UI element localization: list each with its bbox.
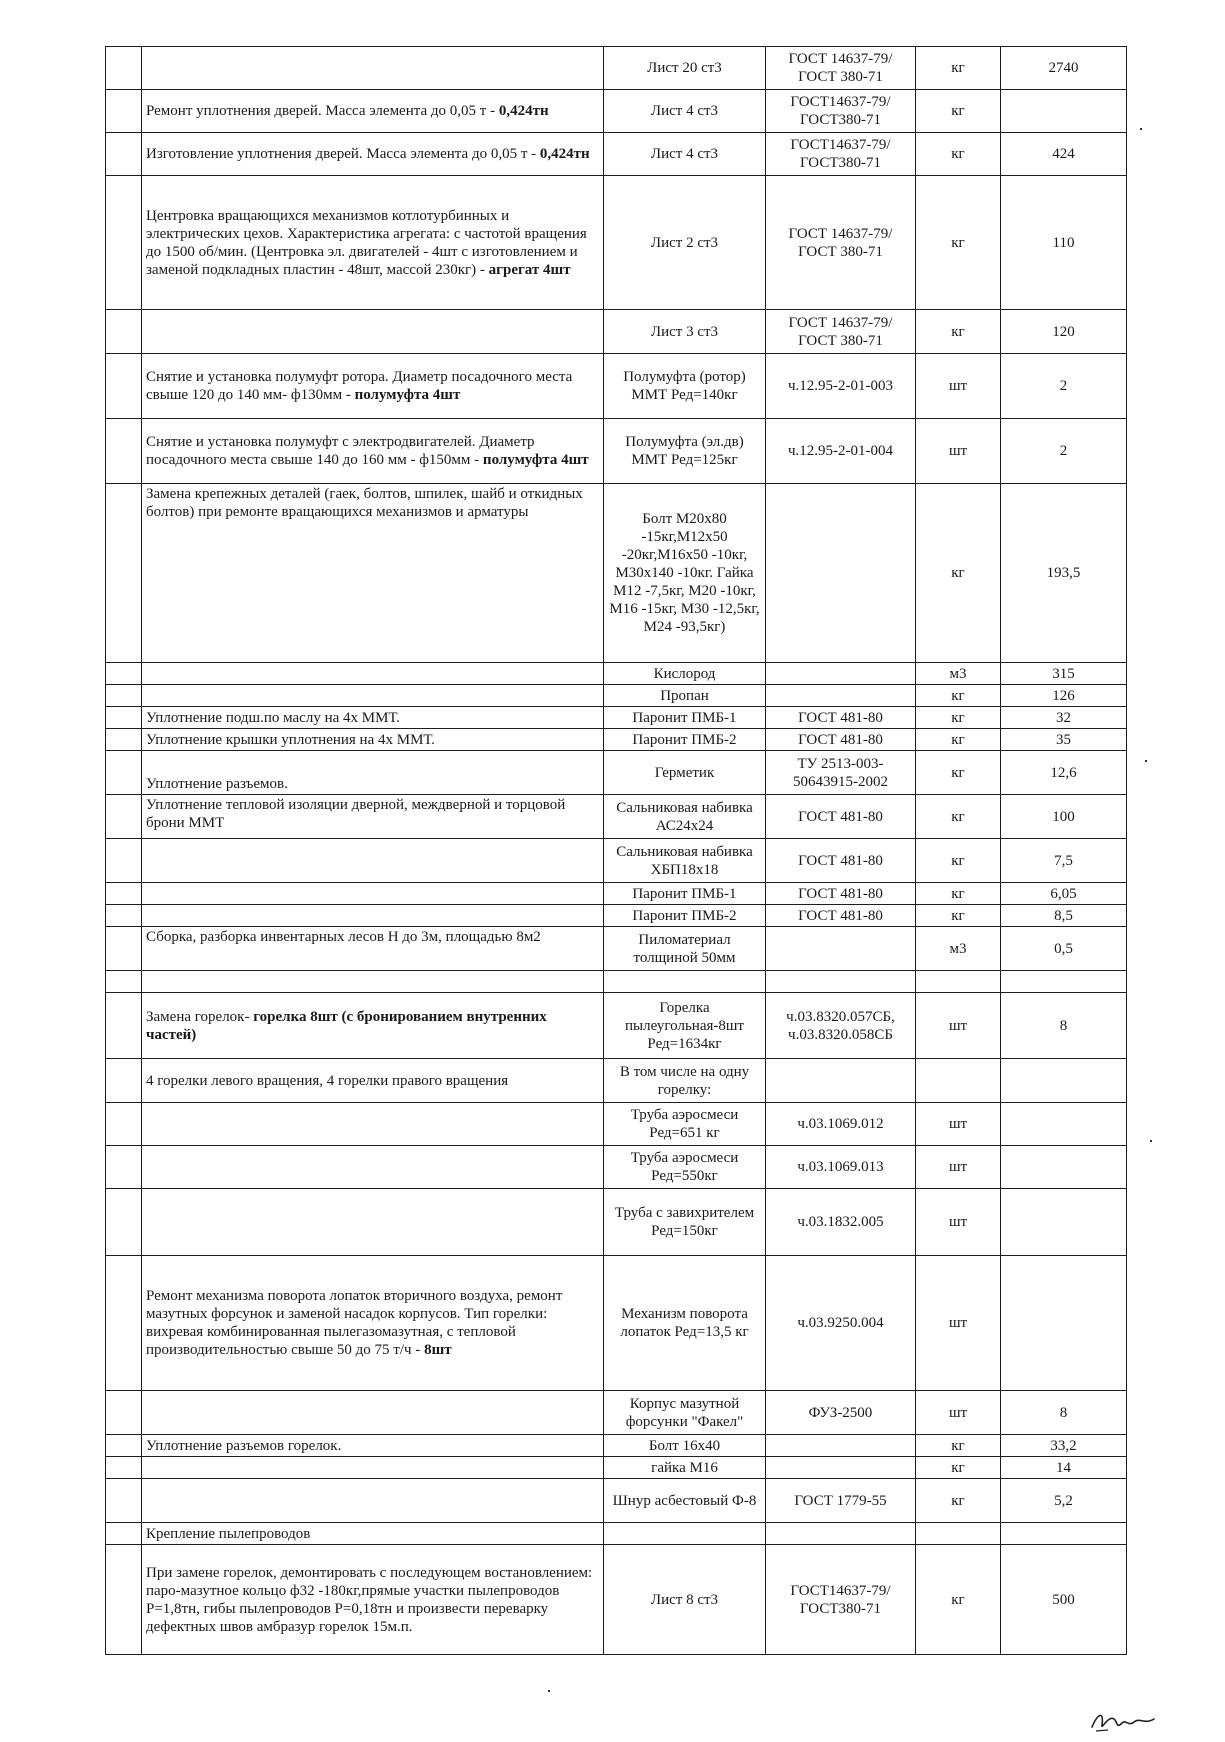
table-row: [106, 1545, 1127, 1655]
unit-cell: [916, 1523, 1001, 1545]
table-row: [106, 310, 1127, 354]
unit-cell: кг: [916, 707, 1001, 729]
work-description-cell: [142, 1103, 604, 1146]
material-cell: Лист 8 ст3: [604, 1545, 766, 1655]
scan-speck: [1140, 128, 1142, 130]
table-row: [106, 927, 1127, 971]
quantity-cell: [1001, 90, 1127, 133]
standard-cell: [766, 971, 916, 993]
scan-speck: [548, 1690, 550, 1692]
unit-cell: шт: [916, 354, 1001, 419]
quantity-cell: 2740: [1001, 47, 1127, 90]
work-description-cell: Центровка вращающихся механизмов котлотурбинных и электрических цехов. Характеристика агрегата: с частотой вращения до 1500 об/мин. (Центровка эл. двигателей - 4шт с изготовлением и заменой подкладных пластин - 48шт, массой 230кг) - агрегат 4шт: [142, 176, 604, 310]
standard-cell: ГОСТ 481-80: [766, 795, 916, 839]
table-row: [106, 883, 1127, 905]
work-description-cell: Уплотнение крышки уплотнения на 4х ММТ.: [142, 729, 604, 751]
standard-cell: ч.03.9250.004: [766, 1256, 916, 1391]
table-row: [106, 1189, 1127, 1256]
material-cell: Болт 16х40: [604, 1435, 766, 1457]
standard-cell: ГОСТ 481-80: [766, 707, 916, 729]
row-number-cell: [106, 176, 142, 310]
work-description-cell: Уплотнение разъемов горелок.: [142, 1435, 604, 1457]
unit-cell: кг: [916, 1457, 1001, 1479]
work-description-cell: При замене горелок, демонтировать с последующем востановлением: паро-мазутное кольцо ф32 -180кг,прямые участки пылепроводов Р=1,8тн, гибы пылепроводов Р=0,18тн и произвести переварку дефектных швов амбразур горелок 15м.п.: [142, 1545, 604, 1655]
table-row: [106, 1457, 1127, 1479]
work-description-cell: Замена горелок- горелка 8шт (с бронированием внутренних частей): [142, 993, 604, 1059]
unit-cell: кг: [916, 47, 1001, 90]
standard-cell: [766, 1523, 916, 1545]
quantity-cell: [1001, 971, 1127, 993]
standard-cell: ГОСТ14637-79/ГОСТ380-71: [766, 1545, 916, 1655]
row-number-cell: [106, 1457, 142, 1479]
quantity-cell: [1001, 1103, 1127, 1146]
unit-cell: кг: [916, 90, 1001, 133]
unit-cell: шт: [916, 993, 1001, 1059]
material-cell: Пиломатериал толщиной 50мм: [604, 927, 766, 971]
scan-speck: [1150, 1140, 1152, 1142]
table-row: [106, 1146, 1127, 1189]
standard-cell: [766, 1457, 916, 1479]
standard-cell: [766, 663, 916, 685]
work-description-cell: [142, 839, 604, 883]
work-description-cell: [142, 685, 604, 707]
row-number-cell: [106, 1545, 142, 1655]
standard-cell: [766, 1059, 916, 1103]
work-description-cell: [142, 47, 604, 90]
work-description-cell: 4 горелки левого вращения, 4 горелки правого вращения: [142, 1059, 604, 1103]
quantity-cell: 12,6: [1001, 751, 1127, 795]
material-cell: Сальниковая набивка АС24х24: [604, 795, 766, 839]
work-description-cell: [142, 883, 604, 905]
work-description-cell: [142, 905, 604, 927]
work-description-cell: Уплотнение подш.по маслу на 4х ММТ.: [142, 707, 604, 729]
signature-mark: [1088, 1705, 1158, 1735]
scan-speck: [1145, 760, 1147, 762]
table-row: [106, 707, 1127, 729]
work-description-cell: [142, 1146, 604, 1189]
table-row: [106, 729, 1127, 751]
material-cell: Сальниковая набивка ХБП18х18: [604, 839, 766, 883]
unit-cell: м3: [916, 663, 1001, 685]
work-description-cell: [142, 310, 604, 354]
material-cell: Лист 4 ст3: [604, 133, 766, 176]
row-number-cell: [106, 993, 142, 1059]
material-cell: Паронит ПМБ-1: [604, 883, 766, 905]
quantity-cell: 424: [1001, 133, 1127, 176]
row-number-cell: [106, 1146, 142, 1189]
standard-cell: ГОСТ 14637-79/ГОСТ 380-71: [766, 310, 916, 354]
work-description-cell: Уплотнение разъемов.: [142, 751, 604, 795]
material-cell: Полумуфта (эл.дв) ММТ Ред=125кг: [604, 419, 766, 484]
standard-cell: ГОСТ 481-80: [766, 905, 916, 927]
unit-cell: кг: [916, 905, 1001, 927]
materials-table: [105, 46, 1127, 1655]
quantity-cell: [1001, 1256, 1127, 1391]
standard-cell: ГОСТ 481-80: [766, 729, 916, 751]
table-row: [106, 685, 1127, 707]
row-number-cell: [106, 729, 142, 751]
row-number-cell: [106, 839, 142, 883]
unit-cell: шт: [916, 1189, 1001, 1256]
material-cell: Паронит ПМБ-2: [604, 905, 766, 927]
row-number-cell: [106, 354, 142, 419]
table-row: [106, 1059, 1127, 1103]
unit-cell: шт: [916, 1103, 1001, 1146]
quantity-cell: 126: [1001, 685, 1127, 707]
quantity-cell: [1001, 1523, 1127, 1545]
table-row: [106, 971, 1127, 993]
unit-cell: кг: [916, 795, 1001, 839]
row-number-cell: [106, 1103, 142, 1146]
unit-cell: шт: [916, 1146, 1001, 1189]
material-cell: Паронит ПМБ-2: [604, 729, 766, 751]
material-cell: В том числе на одну горелку:: [604, 1059, 766, 1103]
work-description-cell: Снятие и установка полумуфт с электродвигателей. Диаметр посадочного места свыше 140 до 160 мм - ф150мм - полумуфта 4шт: [142, 419, 604, 484]
work-description-cell: Снятие и установка полумуфт ротора. Диаметр посадочного места свыше 120 до 140 мм- ф130мм - полумуфта 4шт: [142, 354, 604, 419]
row-number-cell: [106, 1189, 142, 1256]
unit-cell: кг: [916, 176, 1001, 310]
material-cell: Корпус мазутной форсунки "Факел": [604, 1391, 766, 1435]
row-number-cell: [106, 883, 142, 905]
work-description-cell: [142, 1457, 604, 1479]
work-description-cell: Ремонт уплотнения дверей. Масса элемента до 0,05 т - 0,424тн: [142, 90, 604, 133]
standard-cell: ТУ 2513-003-50643915-2002: [766, 751, 916, 795]
table-row: [106, 905, 1127, 927]
unit-cell: кг: [916, 1435, 1001, 1457]
material-cell: Лист 2 ст3: [604, 176, 766, 310]
unit-cell: кг: [916, 1545, 1001, 1655]
material-cell: Труба аэросмеси Ред=550кг: [604, 1146, 766, 1189]
row-number-cell: [106, 971, 142, 993]
material-cell: Болт М20х80 -15кг,М12х50 -20кг,М16х50 -10кг, М30х140 -10кг. Гайка М12 -7,5кг, М20 -10кг, М16 -15кг, М30 -12,5кг, М24 -93,5кг): [604, 484, 766, 663]
standard-cell: ГОСТ14637-79/ГОСТ380-71: [766, 133, 916, 176]
work-description-cell: Ремонт механизма поворота лопаток вторичного воздуха, ремонт мазутных форсунок и заменой насадок корпусов. Тип горелки: вихревая комбинированная пылегазомазутная, с тепловой производительностью свыше 50 до 75 т/ч - 8шт: [142, 1256, 604, 1391]
table-row: [106, 1435, 1127, 1457]
quantity-cell: [1001, 1189, 1127, 1256]
unit-cell: кг: [916, 729, 1001, 751]
quantity-cell: 32: [1001, 707, 1127, 729]
material-cell: Лист 3 ст3: [604, 310, 766, 354]
standard-cell: ГОСТ 1779-55: [766, 1479, 916, 1523]
unit-cell: кг: [916, 839, 1001, 883]
row-number-cell: [106, 1256, 142, 1391]
material-cell: Лист 4 ст3: [604, 90, 766, 133]
row-number-cell: [106, 1059, 142, 1103]
row-number-cell: [106, 90, 142, 133]
table-row: [106, 1103, 1127, 1146]
unit-cell: м3: [916, 927, 1001, 971]
material-cell: [604, 1523, 766, 1545]
material-cell: Лист 20 ст3: [604, 47, 766, 90]
table-row: [106, 47, 1127, 90]
row-number-cell: [106, 133, 142, 176]
standard-cell: ч.03.1832.005: [766, 1189, 916, 1256]
quantity-cell: 8: [1001, 993, 1127, 1059]
work-description-cell: Замена крепежных деталей (гаек, болтов, шпилек, шайб и откидных болтов) при ремонте вращающихся механизмов и арматуры: [142, 484, 604, 663]
table-row: [106, 993, 1127, 1059]
quantity-cell: 35: [1001, 729, 1127, 751]
table-row: [106, 795, 1127, 839]
material-cell: Механизм поворота лопаток Ред=13,5 кг: [604, 1256, 766, 1391]
quantity-cell: 7,5: [1001, 839, 1127, 883]
unit-cell: шт: [916, 1256, 1001, 1391]
standard-cell: ч.03.1069.012: [766, 1103, 916, 1146]
quantity-cell: 5,2: [1001, 1479, 1127, 1523]
work-description-cell: Изготовление уплотнения дверей. Масса элемента до 0,05 т - 0,424тн: [142, 133, 604, 176]
standard-cell: ФУЗ-2500: [766, 1391, 916, 1435]
standard-cell: [766, 484, 916, 663]
quantity-cell: 500: [1001, 1545, 1127, 1655]
work-description-cell: [142, 971, 604, 993]
table-row: [106, 484, 1127, 663]
row-number-cell: [106, 419, 142, 484]
quantity-cell: [1001, 1146, 1127, 1189]
quantity-cell: 315: [1001, 663, 1127, 685]
row-number-cell: [106, 1435, 142, 1457]
work-description-cell: [142, 1391, 604, 1435]
unit-cell: кг: [916, 1479, 1001, 1523]
row-number-cell: [106, 685, 142, 707]
material-cell: гайка М16: [604, 1457, 766, 1479]
material-cell: Пропан: [604, 685, 766, 707]
table-row: [106, 176, 1127, 310]
table-row: [106, 839, 1127, 883]
material-cell: Кислород: [604, 663, 766, 685]
unit-cell: кг: [916, 484, 1001, 663]
standard-cell: [766, 927, 916, 971]
quantity-cell: 2: [1001, 419, 1127, 484]
quantity-cell: 8: [1001, 1391, 1127, 1435]
quantity-cell: 2: [1001, 354, 1127, 419]
row-number-cell: [106, 707, 142, 729]
table-row: [106, 751, 1127, 795]
quantity-cell: 0,5: [1001, 927, 1127, 971]
unit-cell: [916, 1059, 1001, 1103]
row-number-cell: [106, 905, 142, 927]
work-description-cell: [142, 1479, 604, 1523]
quantity-cell: 6,05: [1001, 883, 1127, 905]
material-cell: Труба аэросмеси Ред=651 кг: [604, 1103, 766, 1146]
row-number-cell: [106, 795, 142, 839]
standard-cell: ГОСТ 481-80: [766, 839, 916, 883]
material-cell: Горелка пылеугольная-8шт Ред=1634кг: [604, 993, 766, 1059]
unit-cell: кг: [916, 133, 1001, 176]
row-number-cell: [106, 1391, 142, 1435]
quantity-cell: 110: [1001, 176, 1127, 310]
quantity-cell: 8,5: [1001, 905, 1127, 927]
material-cell: Полумуфта (ротор) ММТ Ред=140кг: [604, 354, 766, 419]
work-description-cell: Крепление пылепроводов: [142, 1523, 604, 1545]
unit-cell: кг: [916, 883, 1001, 905]
standard-cell: ч.03.1069.013: [766, 1146, 916, 1189]
table-row: [106, 1479, 1127, 1523]
table-row: [106, 354, 1127, 419]
quantity-cell: [1001, 1059, 1127, 1103]
work-description-cell: [142, 663, 604, 685]
table-row: [106, 90, 1127, 133]
unit-cell: кг: [916, 310, 1001, 354]
standard-cell: ГОСТ14637-79/ГОСТ380-71: [766, 90, 916, 133]
quantity-cell: 193,5: [1001, 484, 1127, 663]
row-number-cell: [106, 47, 142, 90]
unit-cell: [916, 971, 1001, 993]
unit-cell: кг: [916, 751, 1001, 795]
quantity-cell: 100: [1001, 795, 1127, 839]
quantity-cell: 120: [1001, 310, 1127, 354]
row-number-cell: [106, 310, 142, 354]
unit-cell: кг: [916, 685, 1001, 707]
row-number-cell: [106, 484, 142, 663]
material-cell: Шнур асбестовый Ф-8: [604, 1479, 766, 1523]
row-number-cell: [106, 927, 142, 971]
row-number-cell: [106, 751, 142, 795]
quantity-cell: 14: [1001, 1457, 1127, 1479]
standard-cell: [766, 685, 916, 707]
standard-cell: ч.03.8320.057СБ, ч.03.8320.058СБ: [766, 993, 916, 1059]
row-number-cell: [106, 663, 142, 685]
row-number-cell: [106, 1523, 142, 1545]
table-row: [106, 133, 1127, 176]
standard-cell: [766, 1435, 916, 1457]
standard-cell: ч.12.95-2-01-003: [766, 354, 916, 419]
table-row: [106, 1391, 1127, 1435]
standard-cell: ГОСТ 481-80: [766, 883, 916, 905]
table-row: [106, 1256, 1127, 1391]
material-cell: [604, 971, 766, 993]
table-row: [106, 419, 1127, 484]
material-cell: Труба с завихрителем Ред=150кг: [604, 1189, 766, 1256]
work-description-cell: [142, 1189, 604, 1256]
standard-cell: ч.12.95-2-01-004: [766, 419, 916, 484]
row-number-cell: [106, 1479, 142, 1523]
table-row: [106, 663, 1127, 685]
quantity-cell: 33,2: [1001, 1435, 1127, 1457]
standard-cell: ГОСТ 14637-79/ГОСТ 380-71: [766, 176, 916, 310]
table-row: [106, 1523, 1127, 1545]
material-cell: Паронит ПМБ-1: [604, 707, 766, 729]
material-cell: Герметик: [604, 751, 766, 795]
unit-cell: шт: [916, 1391, 1001, 1435]
work-description-cell: Уплотнение тепловой изоляции дверной, междверной и торцовой брони ММТ: [142, 795, 604, 839]
standard-cell: ГОСТ 14637-79/ГОСТ 380-71: [766, 47, 916, 90]
unit-cell: шт: [916, 419, 1001, 484]
work-description-cell: Сборка, разборка инвентарных лесов Н до 3м, площадью 8м2: [142, 927, 604, 971]
